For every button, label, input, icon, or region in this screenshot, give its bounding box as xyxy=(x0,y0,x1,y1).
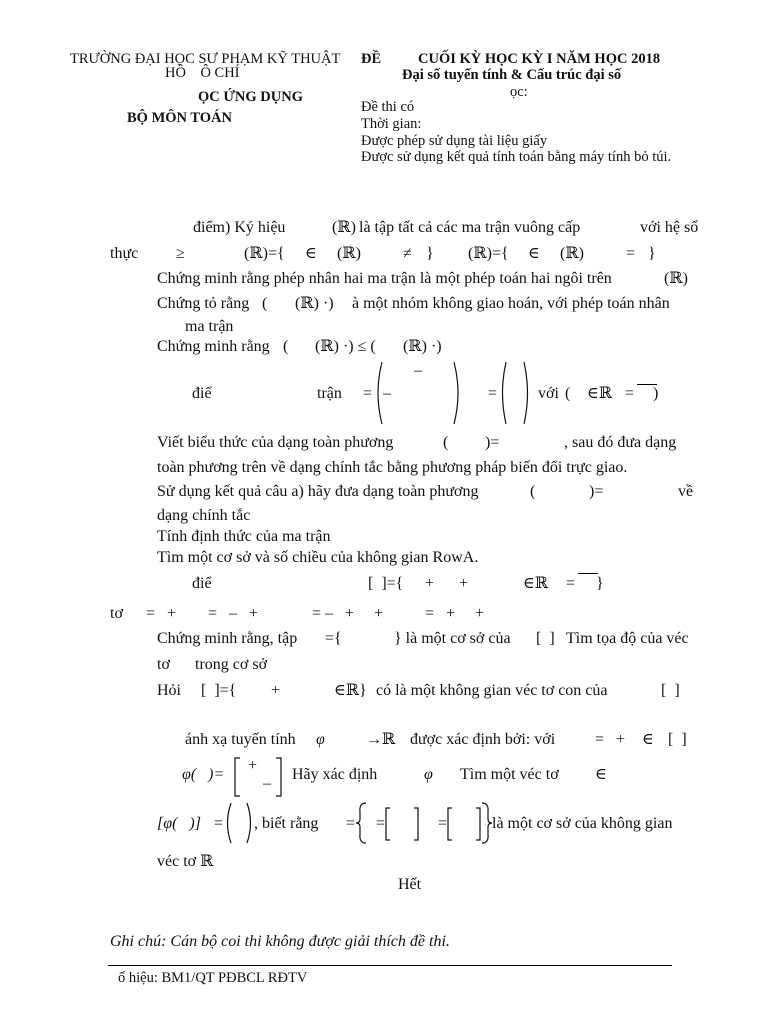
q3-vector-1: = + xyxy=(146,605,177,622)
department-name: BỘ MÔN TOÁN xyxy=(127,110,233,126)
q1-part-a: Chứng minh rằng phép nhân hai ma trận là một phép toán hai ngôi trên xyxy=(157,270,612,287)
q2-part-b-eq: )= xyxy=(589,483,604,500)
end-mark: Hết xyxy=(398,876,422,893)
q2-part-a-line2: toàn phương trên về dạng chính tắc bằng phương pháp biến đổi trực giao. xyxy=(157,459,628,476)
proctor-note: Ghi chú: Cán bộ coi thi không được giải thích đề thi. xyxy=(110,933,450,950)
q4-coord-vector xyxy=(222,800,256,846)
q4-knowing: , biết rằng xyxy=(254,815,319,832)
q2-part-a-tail: , sau đó đưa dạng xyxy=(564,434,677,451)
q1-set1-in: ∈ xyxy=(305,245,317,262)
q1-geq-symbol: ≥ xyxy=(176,245,185,262)
q4-defined-by: được xác định bởi: với xyxy=(410,731,556,748)
q3-space-open: [ ]={ xyxy=(368,575,404,592)
q4-coord-phi: [φ( )] xyxy=(157,815,201,832)
q4-in: ∈ xyxy=(642,731,654,748)
q1-part-b-tail: ma trận xyxy=(185,318,234,335)
q3-space-close: } xyxy=(596,575,604,592)
q1-part-b-paren: ( xyxy=(262,295,268,312)
exam-time-label: Thời gian: xyxy=(361,116,422,132)
q1-part-b-text: à một nhóm không giao hoán, với phép toán nhân xyxy=(352,295,670,312)
q2-paren-open: ( xyxy=(565,385,571,402)
q2-part-a-paren: ( xyxy=(443,434,449,451)
q2-eq-param: = xyxy=(625,385,635,402)
q4-basis-braces xyxy=(354,800,494,846)
q2-part-a-lead: Viết biểu thức của dạng toàn phương xyxy=(157,434,394,451)
q1-set2-in: ∈ xyxy=(528,245,540,262)
q1-real-label: thực xyxy=(110,245,139,262)
q4-arrow: →ℝ xyxy=(366,731,396,748)
q4-space: [ ] xyxy=(668,731,687,748)
allowed-calculator: Được sử dụng kết quả tính toán bằng máy tính bỏ túi. xyxy=(361,149,672,165)
q2-part-d: Tìm một cơ sở và số chiều của không gian RowA. xyxy=(157,549,479,566)
q4-image-matrix xyxy=(232,756,284,798)
q2-with: với xyxy=(538,385,559,402)
q1-part-c-sub: (ℝ) ·) ≤ ( xyxy=(315,338,376,355)
q4-basis-text: là một cơ sở của không gian xyxy=(492,815,673,832)
q4-basis-eq: = xyxy=(346,815,356,832)
q1-set2-open: (ℝ)={ xyxy=(468,245,509,262)
q1-set2-eq: = xyxy=(626,245,636,262)
form-code: ố hiệu: BM1/QT PĐBCL RĐTV xyxy=(118,970,308,986)
q3-part-b-text: có là một không gian véc tơ con của xyxy=(376,682,608,699)
q3-part-b-space: [ ]={ xyxy=(201,682,237,699)
exam-pages-label: Đề thi có xyxy=(361,99,415,115)
q1-part-c-paren: ( xyxy=(283,338,289,355)
q3-part-a-to: tơ xyxy=(157,656,170,673)
q3-part-b-target: [ ] xyxy=(661,682,680,699)
q4-in-2: ∈ xyxy=(595,766,607,783)
q3-part-a-basis: trong cơ sở xyxy=(195,656,268,673)
q2-in-r: ∈ℝ xyxy=(587,385,613,402)
q4-vector-space: véc tơ ℝ xyxy=(157,853,214,870)
q1-set1-ring: (ℝ) xyxy=(337,245,361,262)
q2-part-b-paren: ( xyxy=(530,483,536,500)
q2-eq-b: = xyxy=(488,385,498,402)
q2-part-a-eq: )= xyxy=(485,434,500,451)
q2-matrix-minus-top: – xyxy=(414,362,422,379)
q2-part-b-tail: về xyxy=(678,483,694,500)
exam-title: CUỐI KỲ HỌC KỲ I NĂM HỌC 2018 xyxy=(418,51,661,67)
q2-eq-a: = xyxy=(363,385,373,402)
q2-matrix-label: trận xyxy=(317,385,342,402)
q4-matrix-minus: – xyxy=(263,775,271,792)
q3-overline xyxy=(578,573,598,574)
q2-paren-close: ) xyxy=(653,385,659,402)
matrix-b-brackets xyxy=(497,358,533,428)
q4-phi-2: φ xyxy=(424,766,433,783)
course-code-label: ọc: xyxy=(510,84,528,100)
q2-part-c: Tính định thức của ma trận xyxy=(157,528,331,545)
q3-points: điể xyxy=(192,575,212,592)
q4-element: = + xyxy=(595,731,626,748)
q3-eq: = xyxy=(566,575,576,592)
q2-part-b-lead: Sử dụng kết quả câu a) hãy đưa dạng toàn phương xyxy=(157,483,479,500)
q3-part-a-lead: Chứng minh rằng, tập xyxy=(157,630,298,647)
q3-vector-3: = – + + xyxy=(312,605,384,622)
q1-set2-ring: (ℝ) xyxy=(560,245,584,262)
q1-set1-neq: ≠ xyxy=(403,245,412,262)
q1-set1-close: } xyxy=(426,245,434,262)
faculty-name: ỌC ỨNG DỤNG xyxy=(198,89,303,105)
q2-matrix-minus-mid: – xyxy=(383,385,391,402)
exam-label: ĐỀ xyxy=(361,51,382,67)
q3-part-b-plus: + xyxy=(271,682,281,699)
q4-coord-eq: = xyxy=(214,815,224,832)
q1-part-b-group: (ℝ) ·) xyxy=(295,295,334,312)
q4-find-vector: Tìm một véc tơ xyxy=(460,766,559,783)
q3-plus-2: + xyxy=(459,575,469,592)
q1-set-symbol: (ℝ) xyxy=(332,219,356,236)
q4-determine: Hãy xác định xyxy=(292,766,378,783)
q1-part-b-lead: Chứng tỏ rằng xyxy=(157,295,250,312)
q1-part-c-lead: Chứng minh rằng xyxy=(157,338,270,355)
q3-part-a-text: } là một cơ sở của xyxy=(394,630,511,647)
q3-part-b-lead: Hỏi xyxy=(157,682,181,699)
q3-plus-1: + xyxy=(425,575,435,592)
q1-part-a-set: (ℝ) xyxy=(664,270,688,287)
q3-part-a-set: ={ xyxy=(325,630,342,647)
footer-divider xyxy=(108,965,672,966)
school-name: TRƯỜNG ĐẠI HỌC SƯ PHẠM KỸ THUẬT xyxy=(70,51,341,67)
q2-points: điể xyxy=(192,385,212,402)
q4-matrix-plus: + xyxy=(248,757,258,774)
q1-set1-open: (ℝ)={ xyxy=(244,245,285,262)
q3-vector-label: tơ xyxy=(110,605,123,622)
allowed-documents: Được phép sử dụng tài liệu giấy xyxy=(361,133,548,149)
q4-basis-eq-2: = xyxy=(438,815,448,832)
q1-part-c-group: (ℝ) ·) xyxy=(403,338,442,355)
q4-phi-call: φ( )= xyxy=(182,766,225,783)
q3-in-r: ∈ℝ xyxy=(523,575,549,592)
q1-intro-coef: với hệ số xyxy=(640,219,699,236)
q4-phi: φ xyxy=(316,731,325,748)
q1-intro-text: là tập tất cả các ma trận vuông cấp xyxy=(359,219,581,236)
q3-part-a-space: [ ] xyxy=(536,630,555,647)
q3-vector-4: = + + xyxy=(425,605,485,622)
school-city: HỒ Ô CHÍ xyxy=(165,65,240,81)
q3-part-b-in: ∈ℝ} xyxy=(334,682,367,699)
course-name: Đại số tuyến tính & Cấu trúc đại số xyxy=(402,67,622,83)
q3-vector-2: = – + xyxy=(208,605,259,622)
q4-linear-map: ánh xạ tuyến tính xyxy=(185,731,296,748)
q1-set2-close: } xyxy=(648,245,656,262)
q3-part-a-coord: Tìm tọa độ của véc xyxy=(566,630,689,647)
q2-part-b-line2: dạng chính tắc xyxy=(157,507,251,524)
q4-basis-eq-1: = xyxy=(376,815,386,832)
q1-intro-points: điểm) Ký hiệu xyxy=(193,219,286,236)
